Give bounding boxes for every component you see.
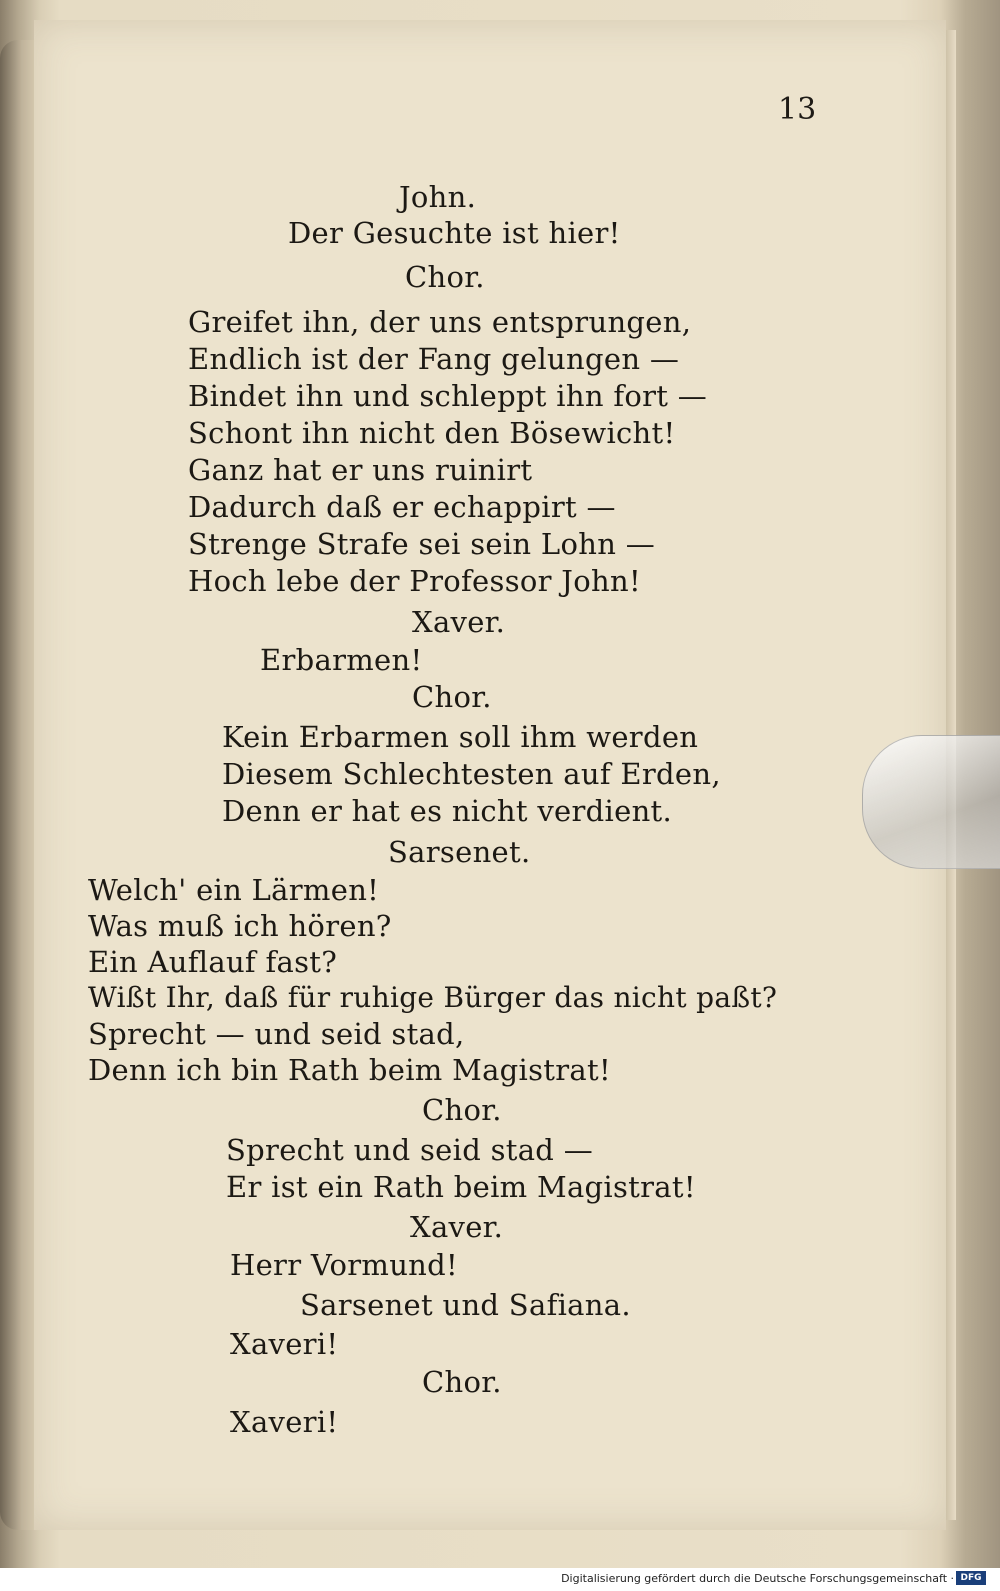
page-holder-clip — [862, 735, 1000, 869]
speaker-john: John. — [399, 180, 477, 214]
verse-line: Wißt Ihr, daß für ruhige Bürger das nicht paßt? — [88, 981, 778, 1014]
verse-line: Kein Erbarmen soll ihm werden — [222, 720, 699, 754]
speaker-xaver: Xaver. — [412, 605, 506, 639]
speaker-sarsenet: Sarsenet. — [388, 835, 531, 869]
page-number: 13 — [778, 92, 817, 127]
speaker-sarsenet-safiana: Sarsenet und Safiana. — [300, 1288, 631, 1322]
verse-line: Herr Vormund! — [230, 1248, 458, 1282]
verse-line: Was muß ich hören? — [88, 909, 392, 943]
verse-line: Bindet ihn und schleppt ihn fort — — [188, 379, 708, 413]
speaker-chor: Chor. — [422, 1093, 502, 1127]
footer-credit: Digitalisierung gefördert durch die Deutsche Forschungsgemeinschaft · — [561, 1572, 954, 1585]
verse-line: Er ist ein Rath beim Magistrat! — [226, 1170, 696, 1204]
previous-page-edge — [0, 40, 36, 1530]
verse-line: Ein Auflauf fast? — [88, 945, 338, 979]
verse-line: Diesem Schlechtesten auf Erden, — [222, 757, 721, 791]
verse-line: Dadurch daß er echappirt — — [188, 490, 616, 524]
verse-line: Denn er hat es nicht verdient. — [222, 794, 673, 828]
speaker-chor: Chor. — [405, 260, 485, 294]
dfg-logo: DFG — [956, 1571, 986, 1585]
speaker-chor: Chor. — [412, 680, 492, 714]
verse-line: Endlich ist der Fang gelungen — — [188, 342, 680, 376]
verse-line: Xaveri! — [230, 1327, 339, 1361]
verse-line: Schont ihn nicht den Bösewicht! — [188, 416, 676, 450]
verse-line: Xaveri! — [230, 1405, 339, 1439]
speaker-chor: Chor. — [422, 1365, 502, 1399]
verse-line: Denn ich bin Rath beim Magistrat! — [88, 1053, 611, 1087]
verse-line: Der Gesuchte ist hier! — [288, 216, 621, 250]
verse-line: Welch' ein Lärmen! — [88, 873, 380, 907]
verse-line: Greifet ihn, der uns entsprungen, — [188, 305, 692, 339]
verse-line: Sprecht — und seid stad, — [88, 1017, 465, 1051]
speaker-xaver: Xaver. — [410, 1210, 504, 1244]
verse-line: Hoch lebe der Professor John! — [188, 564, 641, 598]
verse-line: Strenge Strafe sei sein Lohn — — [188, 527, 655, 561]
verse-line: Sprecht und seid stad — — [226, 1133, 593, 1167]
verse-line: Ganz hat er uns ruinirt — [188, 453, 533, 487]
verse-line: Erbarmen! — [260, 643, 423, 677]
